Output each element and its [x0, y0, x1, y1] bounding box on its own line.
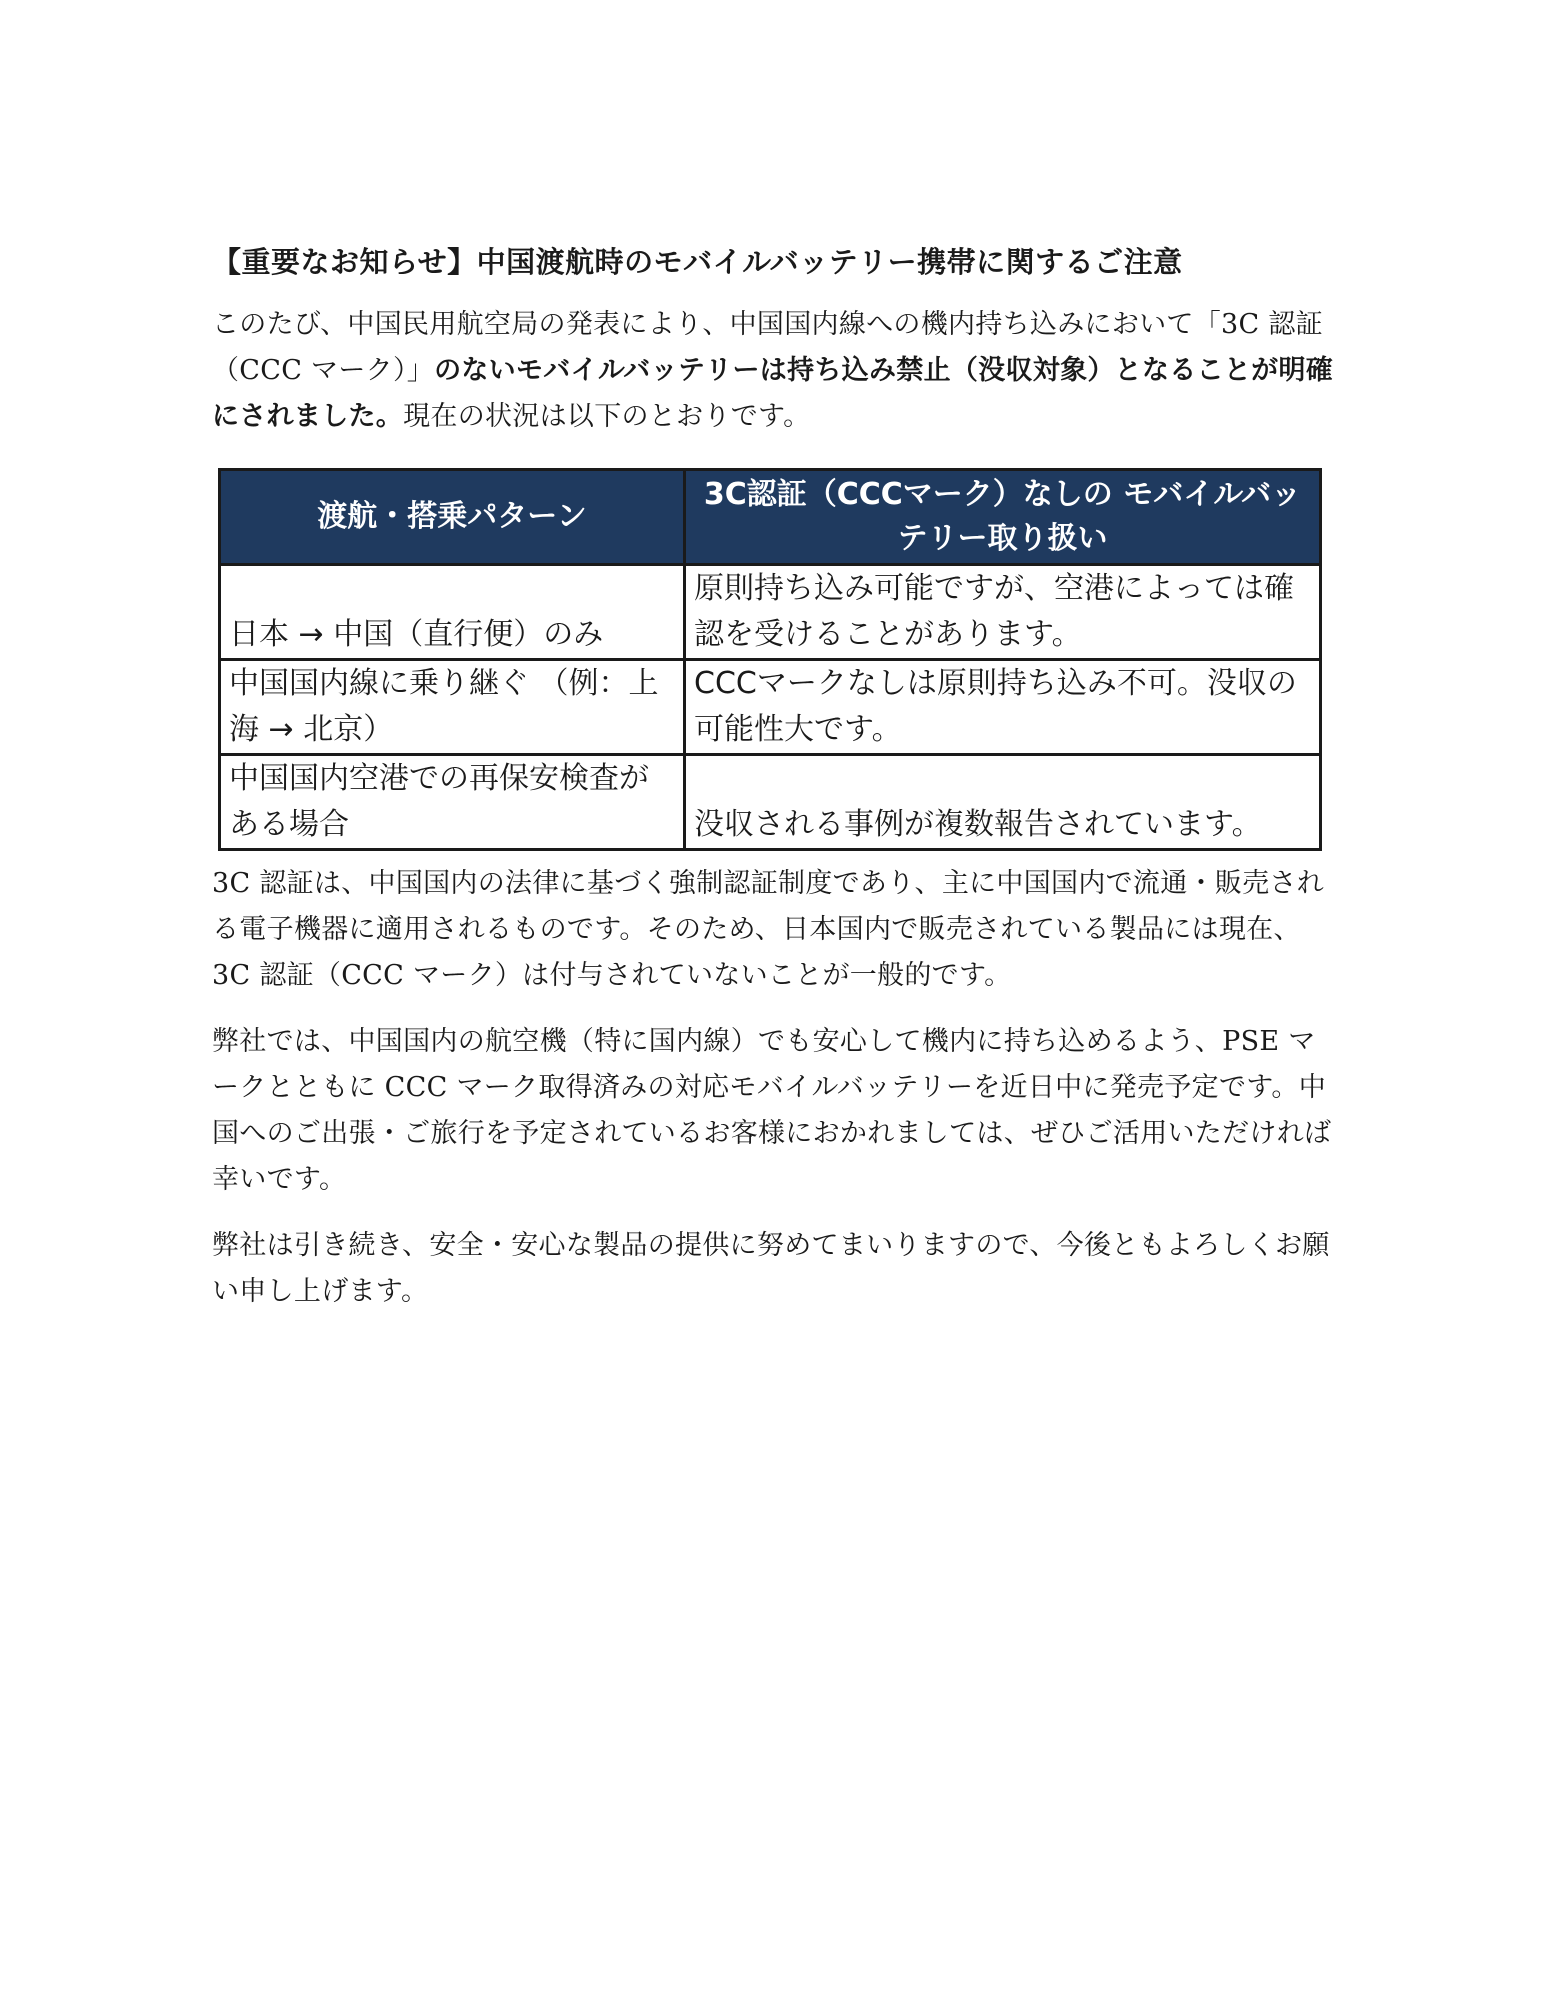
document-title: 【重要なお知らせ】中国渡航時のモバイルバッテリー携帯に関するご注意: [212, 245, 1183, 279]
row-pattern-cell: 中国国内線に乗り継ぐ （例：上海 → 北京）: [220, 660, 685, 755]
header-pattern: 渡航・搭乗パターン: [220, 470, 685, 565]
row-handling-cell: 没収される事例が複数報告されています。: [685, 755, 1321, 850]
table-row: [220, 660, 1321, 755]
row-handling-cell: CCCマークなしは原則持ち込み不可。没収の可能性大です。: [685, 660, 1321, 755]
document-page: [212, 240, 1337, 1335]
header-handling: 3C認証（CCCマーク）なしの モバイルバッテリー取り扱い: [685, 470, 1321, 565]
intro-paragraph: [212, 302, 1337, 440]
table-header-row: [220, 470, 1321, 565]
table-row: [220, 755, 1321, 850]
certification-paragraph: 3C 認証は、中国国内の法律に基づく強制認証制度であり、主に中国国内で流通・販売される電子機器に適用されるものです。そのため、日本国内で販売されている製品には現在、3C 認証（CCC マーク）は付与されていないことが一般的です。: [212, 868, 1325, 991]
row-pattern-cell: 日本 → 中国（直行便）のみ: [220, 565, 685, 660]
battery-pattern-table: [218, 468, 1322, 851]
table-row: [220, 565, 1321, 660]
intro-text-bold: のないモバイルバッテリーは持ち込み禁止（没収対象）となることが明確にされました。: [212, 355, 1334, 432]
intro-text-3: 現在の状況は以下のとおりです。: [403, 401, 811, 432]
product-paragraph: 弊社では、中国国内の航空機（特に国内線）でも安心して機内に持ち込めるよう、PSE マークとともに CCC マーク取得済みの対応モバイルバッテリーを近日中に発売予定です。中国へのご出張・ご旅行を予定されているお客様におかれましては、ぜひご活用いただければ幸いです。: [212, 1026, 1332, 1195]
row-pattern-cell: 中国国内空港での再保安検査がある場合: [220, 755, 685, 850]
intro-text-1: このたび、中国民用航空局の発表により、中国国内線への機内持ち込みにおいて「3C 認証（CCC マーク）」: [212, 309, 1323, 386]
closing-paragraph: 弊社は引き続き、安全・安心な製品の提供に努めてまいりますので、今後ともよろしくお願い申し上げます。: [212, 1230, 1330, 1307]
row-handling-cell: 原則持ち込み可能ですが、空港によっては確認を受けることがあります。: [685, 565, 1321, 660]
